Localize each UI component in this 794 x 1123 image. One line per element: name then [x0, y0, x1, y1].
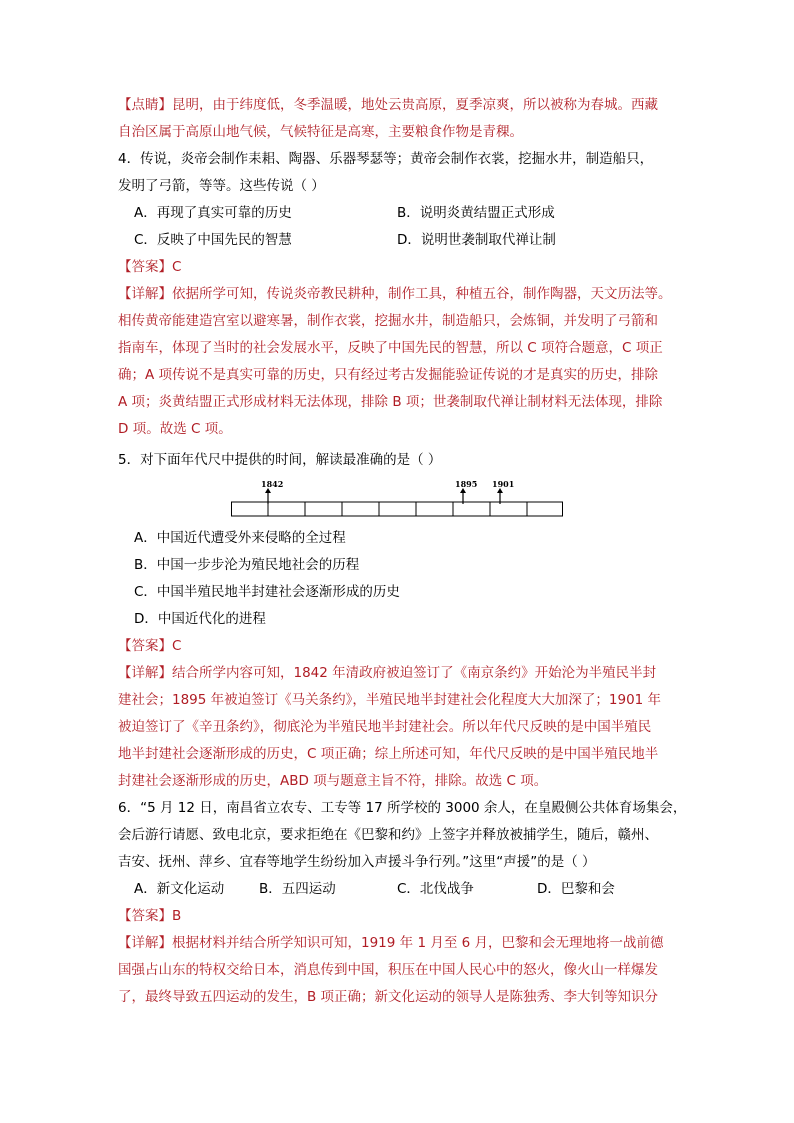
ruler-arrow-1901	[492, 480, 514, 504]
q6-line-2: 会后游行请愿、致电北京，要求拒绝在《巴黎和约》上签字并释放被捕学生，随后，赣州、	[118, 827, 658, 843]
q6-explain-line-3: 了，最终导致五四运动的发生，B 项正确；新文化运动的领导人是陈独秀、李大钊等知识分	[118, 989, 659, 1005]
q4-option-b: B．说明炎黄结盟正式形成	[397, 205, 555, 221]
ruler-label-1895: 1895	[455, 480, 478, 489]
q4-answer-explain	[118, 254, 678, 443]
ruler-bar	[232, 502, 563, 516]
q5-option-d: D．中国近代化的进程	[134, 611, 266, 627]
q4-explain-line-1: 【详解】依据所学可知，传说炎帝教民耕种，制作工具，种植五谷，制作陶器，天文历法等。	[118, 286, 672, 302]
q4-line-2: 发明了弓箭，等等。这些传说（ ）	[118, 178, 325, 194]
q6-line-3: 吉安、抚州、萍乡、宜春等地学生纷纷加入声援斗争行列。”这里“声援”的是（ ）	[118, 854, 596, 870]
question-6-stem	[118, 795, 687, 876]
q6-option-a: A．新文化运动	[134, 881, 225, 897]
q5-explain-line-5: 封建社会逐渐形成的历史，ABD 项与题意主旨不符，排除。故选 C 项。	[118, 773, 548, 789]
q5-option-c: C．中国半殖民地半封建社会逐渐形成的历史	[134, 584, 400, 600]
q4-explain-line-4: 确；A 项传说不是真实可靠的历史，只有经过考古发掘能验证传说的才是真实的历史，排除	[118, 367, 659, 383]
q6-option-d: D．巴黎和会	[537, 881, 615, 897]
q4-answer: 【答案】C	[118, 259, 182, 275]
q4-explain-line-3: 指南车，体现了当时的社会发展水平，反映了中国先民的智慧，所以 C 项符合题意，C 项正	[118, 340, 663, 356]
q6-option-c: C．北伐战争	[397, 881, 474, 897]
q5-explain-line-2: 建社会；1895 年被迫签订《马关条约》，半殖民地半封建社会化程度大大加深了；1901 年	[118, 692, 662, 708]
q5-line-1: 5．对下面年代尺中提供的时间，解读最准确的是（ ）	[118, 452, 442, 468]
dianjing-section	[118, 92, 678, 146]
q5-option-b: B．中国一步步沦为殖民地社会的历程	[134, 557, 360, 573]
q4-explain-line-2: 相传黄帝能建造宫室以避寒暑，制作衣裳，挖掘水井，制造船只，会炼铜，并发明了弓箭和	[118, 313, 658, 329]
ruler-label-1901: 1901	[492, 480, 515, 489]
q4-option-c: C．反映了中国先民的智慧	[134, 232, 292, 248]
q4-option-a: A．再现了真实可靠的历史	[134, 205, 292, 221]
q4-explain-line-6: D 项。故选 C 项。	[118, 421, 232, 437]
timeline-ruler	[231, 480, 563, 520]
q4-explain-tag: 【详解】	[118, 286, 172, 302]
q6-answer-explain	[118, 903, 678, 1011]
q5-option-a: A．中国近代遭受外来侵略的全过程	[134, 530, 346, 546]
q5-explain-line-4: 地半封建社会逐渐形成的历史，C 项正确；综上所述可知，年代尺反映的是中国半殖民地半	[118, 746, 659, 762]
q5-explain-line-3: 被迫签订了《辛丑条约》，彻底沦为半殖民地半封建社会。所以年代尺反映的是中国半殖民	[118, 719, 652, 735]
ruler-label-1842: 1842	[261, 480, 284, 489]
q5-explain-tag: 【详解】	[118, 665, 172, 681]
question-5-stem	[118, 447, 678, 474]
question-4-stem	[118, 146, 678, 200]
q6-explain-line-2: 国强占山东的特权交给日本，消息传到中国，积压在中国人民心中的怒火，像火山一样爆发	[118, 962, 658, 978]
q4-option-d: D．说明世袭制取代禅让制	[397, 232, 556, 248]
q4-line-1: 4．传说，炎帝会制作耒耜、陶器、乐器琴瑟等；黄帝会制作衣裳，挖掘水井，制造船只，	[118, 151, 654, 167]
q6-explain-tag: 【详解】	[118, 935, 172, 951]
q5-answer-explain	[118, 633, 678, 795]
q6-answer: 【答案】B	[118, 908, 182, 924]
q5-explain-line-1: 【详解】结合所学内容可知，1842 年清政府被迫签订了《南京条约》开始沦为半殖民半封	[118, 665, 657, 681]
ruler-arrow-1842	[261, 480, 283, 504]
dianjing-line-1: 【点睛】昆明，由于纬度低，冬季温暖，地处云贵高原，夏季凉爽，所以被称为春城。西藏	[118, 97, 658, 113]
q6-explain-line-1: 【详解】根据材料并结合所学知识可知，1919 年 1 月至 6 月，巴黎和会无理地将一战前德	[118, 935, 664, 951]
ruler-ticks	[268, 502, 527, 516]
dianjing-tag: 【点睛】	[118, 97, 172, 113]
q4-explain-line-5: A 项；炎黄结盟正式形成材料无法体现，排除 B 项；世袭制取代禅让制材料无法体现，排除	[118, 394, 663, 410]
q5-answer: 【答案】C	[118, 638, 182, 654]
q6-line-1: 6．“5 月 12 日，南昌省立农专、工专等 17 所学校的 3000 余人，在皇殿侧公共体育场集会，	[118, 800, 687, 816]
dianjing-line-2: 自治区属于高原山地气候，气候特征是高寒，主要粮食作物是青稞。	[118, 124, 523, 140]
ruler-arrow-1895	[455, 480, 477, 504]
q6-option-b: B．五四运动	[259, 881, 336, 897]
